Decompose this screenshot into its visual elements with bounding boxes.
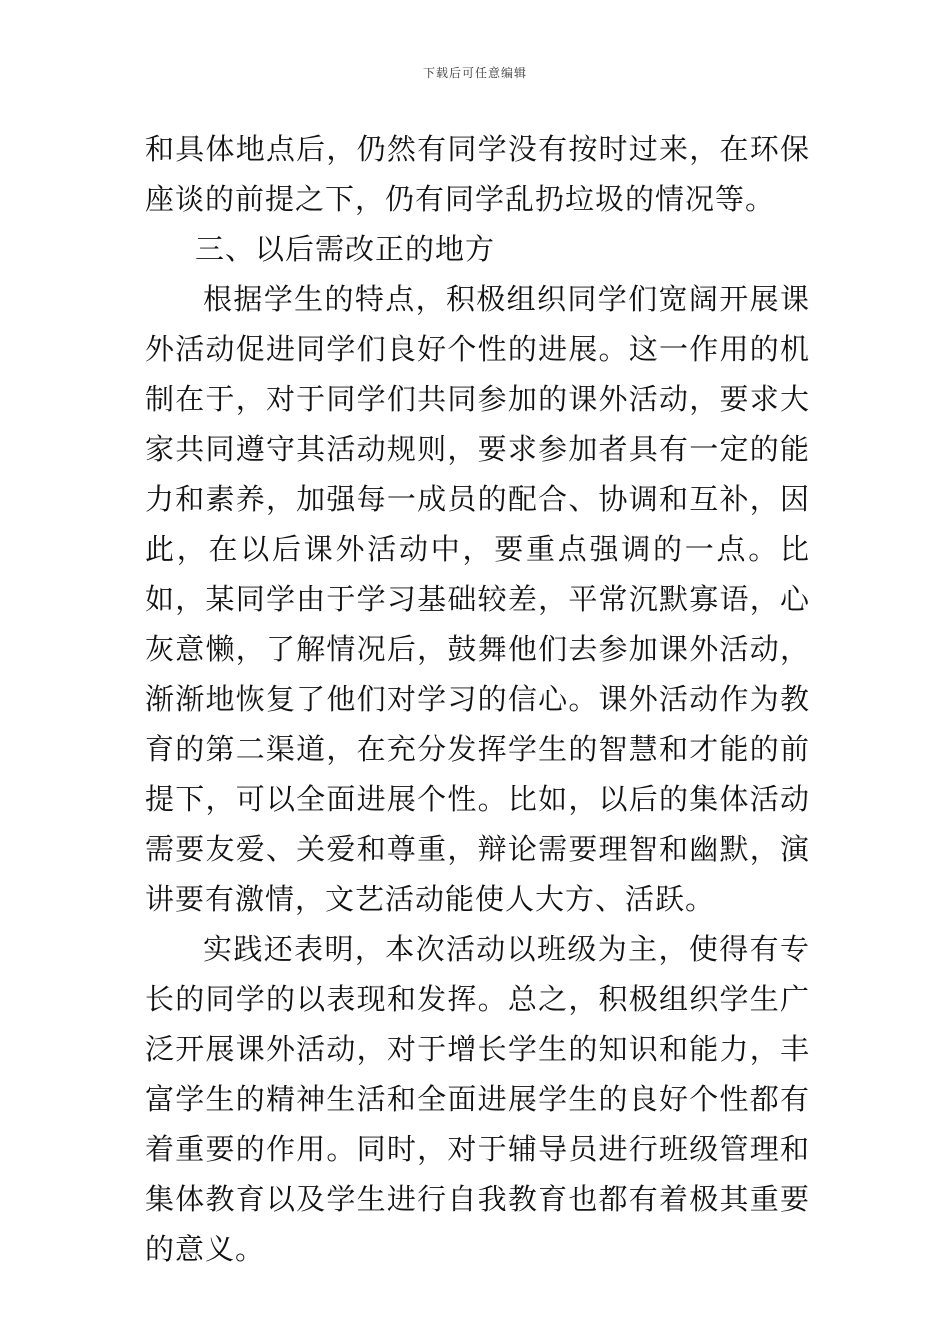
body-paragraph-1: 根据学生的特点，积极组织同学们宽阔开展课外活动促进同学们良好个性的进展。这一作用的机制在于，对于同学们共同参加的课外活动，要求大家共同遵守其活动规则，要求参加者具有一定的能力和素养，加强每一成员的配合、协调和互补，因此，在以后课外活动中，要重点强调的一点。比如，某同学由于学习基础较差，平常沉默寡语，心灰意懒，了解情况后，鼓舞他们去参加课外活动，渐渐地恢复了他们对学习的信心。课外活动作为教育的第二渠道，在充分发挥学生的智慧和才能的前提下，可以全面进展个性。比如，以后的集体活动需要友爱、关爱和尊重，辩论需要理智和幽默，演讲要有激情，文艺活动能使人大方、活跃。 [145, 282, 810, 916]
continuation-paragraph: 和具体地点后，仍然有同学没有按时过来，在环保座谈的前提之下，仍有同学乱扔垃圾的情况等。 [145, 132, 810, 216]
page-header-note: 下载后可任意编辑 [422, 66, 527, 80]
section-heading: 三、以后需改正的地方 [195, 232, 496, 266]
body-paragraph-2: 实践还表明，本次活动以班级为主，使得有专长的同学的以表现和发挥。总之，积极组织学生广泛开展课外活动，对于增长学生的知识和能力，丰富学生的精神生活和全面进展学生的良好个性都有着重要的作用。同时，对于辅导员进行班级管理和集体教育以及学生进行自我教育也都有着极其重要的意义。 [145, 932, 810, 1266]
document-body [145, 124, 810, 1274]
